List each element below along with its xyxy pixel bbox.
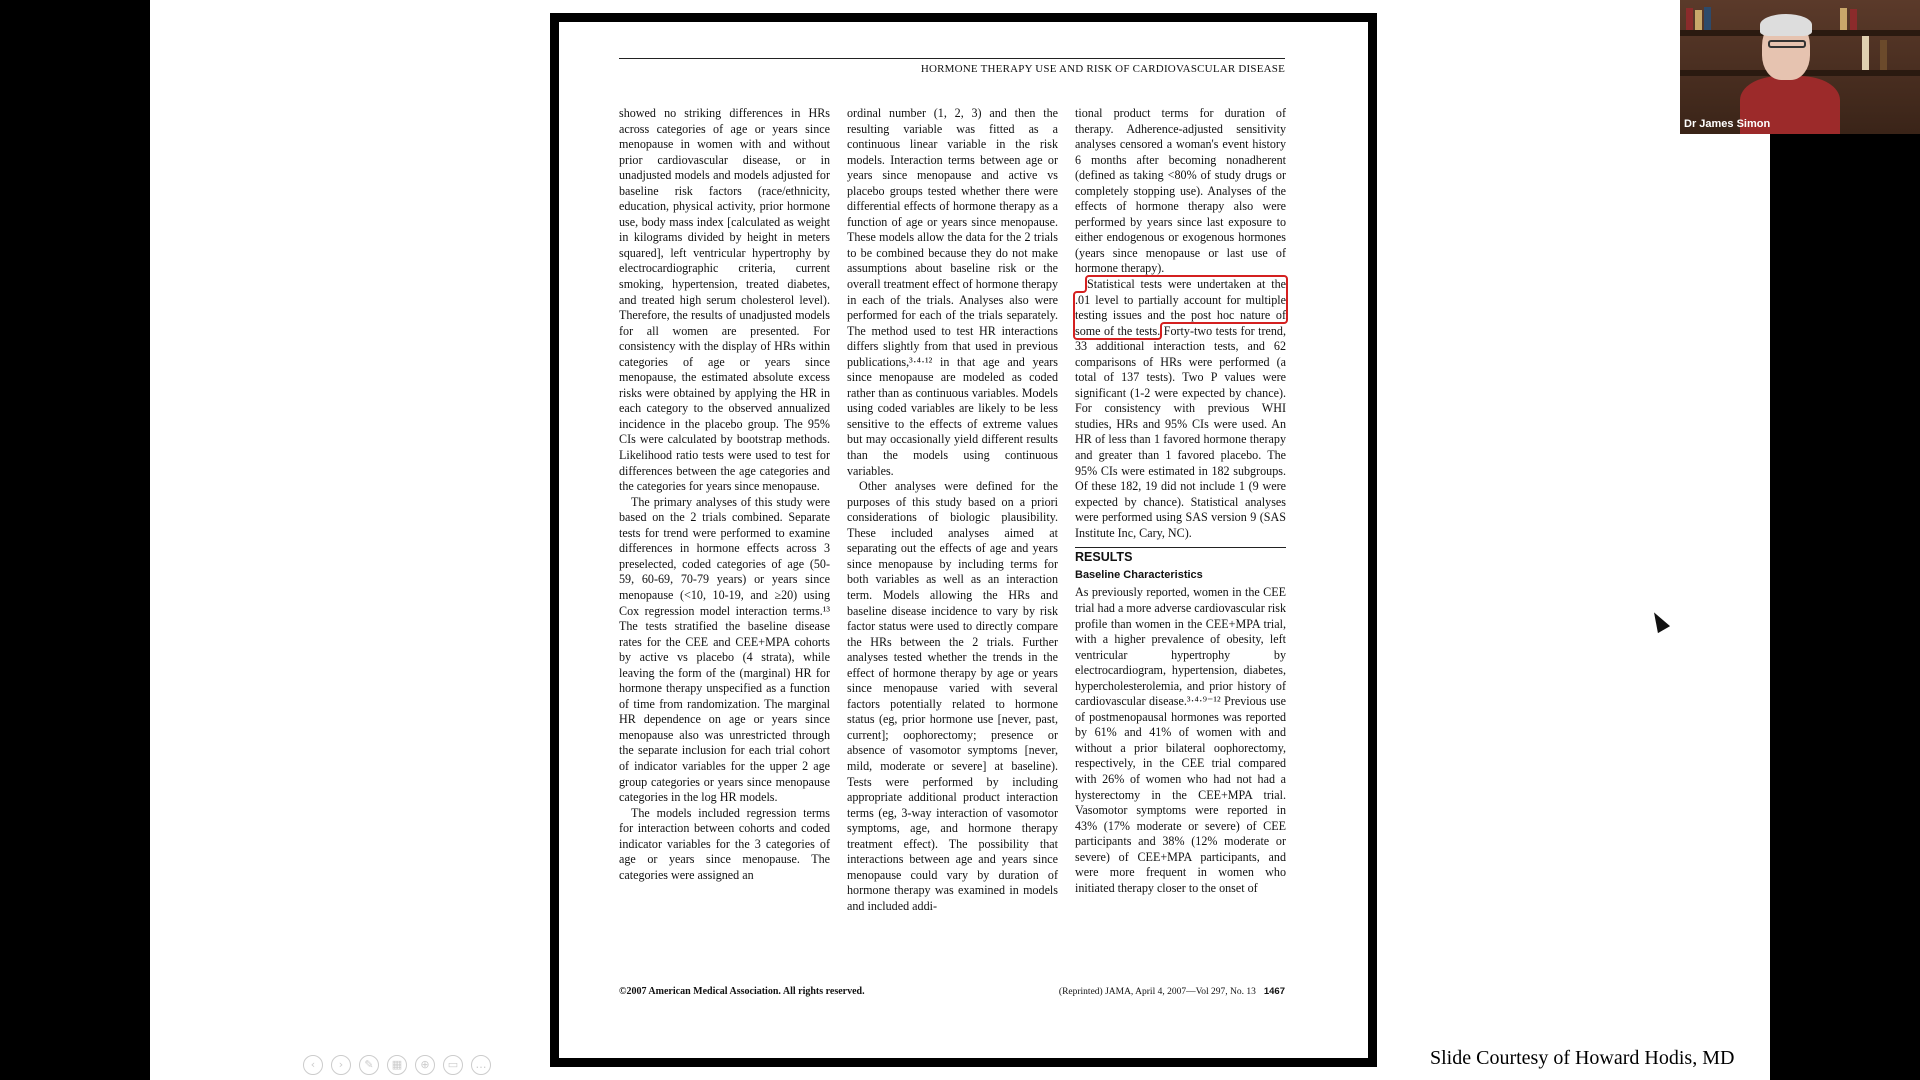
paragraph: showed no striking differences in HRs across categories of age or years since menopause in women with and without prior cardiovascular disease, or in unadjusted models and models adjusted for baseline risk factors (race/ethnicity, education, physical activity, prior hormone use, body mass index [calculated as weight in kilograms divided by height in meters squared], left ventricular hypertrophy by electrocardiographic criteria, current smoking, hypertension, treated diabetes, and treated high serum cholesterol level). Therefore, the results of unadjusted models for all women are presented. For consistency with the display of HRs within categories of age or years since menopause, the estimated absolute excess risks were obtained by applying the HR in each category to the observed annualized incidence in the placebo group. The 95% CIs were calculated by bootstrap methods. Likelihood ratio tests were used to test for differences between the age categories and the categories for years since menopause. (619, 106, 830, 494)
slideshow-nav (303, 1055, 491, 1075)
citation-footer (1059, 986, 1285, 997)
book (1704, 7, 1711, 30)
page-number: 1467 (1263, 986, 1285, 997)
subtitles-icon[interactable]: ▭ (443, 1055, 463, 1075)
zoom-icon[interactable]: ⊕ (415, 1055, 435, 1075)
more-icon[interactable]: … (471, 1055, 491, 1075)
paragraph: The primary analyses of this study were based on the 2 trials combined. Separate tests for trend were performed to examine differences in hormone effects across 3 preselected, coded categories of age (50-59, 60-69, 70-79 years) or years since menopause (<10, 10-19, and ≥20) using Cox regression model interaction terms.¹³ The tests stratified the baseline disease rates for the CEE and CEE+MPA cohorts by active vs placebo (4 strata), while leaving the form of the (marginal) HR for hormone therapy unspecified as a function of time from randomization. The marginal HR dependence on age or years since menopause also was unrestricted through the separate inclusion for each trial cohort of indicator variables for the upper 2 age group categories or years since menopause categories in the log HR models. (619, 494, 830, 805)
results-section (1075, 547, 1286, 896)
paragraph: Other analyses were defined for the purposes of this study based on a priori considerations of biologic plausibility. These included analyses aimed at separating out the effects of age and years since menopause by including terms for both variables as well as an interaction term. Models allowing the HRs and baseline disease incidence to vary by risk factor status were used to directly compare the HRs between the 2 trials. Further analyses tested whether the trends in the effect of hormone therapy by age or years since menopause varied with several factors potentially related to hormone status (eg, prior hormone use [never, past, current]; oophorectomy; presence or absence of vasomotor symptoms [never, mild, moderate or severe] at baseline). Tests were performed by including appropriate additional product interaction terms (eg, 3-way interaction of vasomotor symptoms, age, and hormone therapy treatment effect). The possibility that interactions between age and years since menopause could vary by duration of hormone therapy was examined in models and included addi- (847, 479, 1058, 913)
paragraph: ordinal number (1, 2, 3) and then the resulting variable was fitted as a continuous linear variable in the risk models. Interaction terms between age or years since menopause and active vs placebo groups tested whether there were differential effects of hormone therapy as a function of age or years since menopause. These models allow the data for the 2 trials to be combined because they do not make assumptions about baseline risk or the overall treatment effect of hormone therapy in each of the trials. Analyses also were performed for each of the trials separately. The method used to test HR interactions differs slightly from that used in previous publications,³·⁴·¹² in that age and years since menopause are modeled as coded rather than as continuous variables. Models using coded variables are likely to be less sensitive to the effects of extreme values but may occasionally yield different results than the models using continuous variables. (847, 106, 1058, 478)
book (1880, 40, 1887, 70)
next-icon[interactable]: › (331, 1055, 351, 1075)
column-1 (619, 106, 830, 883)
results-heading: RESULTS (1075, 550, 1133, 565)
citation-text: (Reprinted) JAMA, April 4, 2007—Vol 297, No. 13 (1058, 987, 1256, 997)
paragraph (1075, 277, 1286, 541)
book (1840, 8, 1847, 30)
participant-name: Dr James Simon (1684, 118, 1771, 130)
article-page (550, 13, 1377, 1067)
glasses (1768, 40, 1806, 48)
copyright-footer: ©2007 American Medical Association. All rights reserved. (619, 986, 865, 997)
book (1850, 9, 1857, 30)
person-hair (1760, 14, 1812, 36)
paragraph: The models included regression terms for interaction between cohorts and coded indicator variables for the 3 categories of age or years since menopause. The categories were assigned an (619, 805, 830, 882)
book (1686, 8, 1693, 30)
running-head: HORMONE THERAPY USE AND RISK OF CARDIOVASCULAR DISEASE (619, 58, 1285, 75)
prev-icon[interactable]: ‹ (303, 1055, 323, 1075)
baseline-heading: Baseline Characteristics (1075, 568, 1203, 581)
book (1862, 36, 1869, 70)
paragraph: As previously reported, women in the CEE trial had a more adverse cardiovascular risk profile than women in the CEE+MPA trial, with a higher prevalence of obesity, left ventricular hypertrophy by electrocardiogram, hypertension, diabetes, hypercholesterolemia, and prior history of cardiovascular disease.³·⁴·⁹⁻¹² Previous use of postmenopausal hormones was reported by 61% and 41% of women with and without a prior bilateral oophorectomy, respectively, in the CEE trial compared with 26% of women who had not had a hysterectomy in the CEE+MPA trial. Vasomotor symptoms were reported in 43% (17% moderate or severe) of CEE participants and 38% (12% moderate or severe) of CEE+MPA participants, and were more frequent in women who initiated therapy closer to the onset of (1075, 585, 1286, 895)
column-3 (1075, 106, 1286, 896)
pen-icon[interactable]: ✎ (359, 1055, 379, 1075)
slide-credit: Slide Courtesy of Howard Hodis, MD (1430, 1047, 1735, 1069)
paragraph-continuation: Forty-two tests for trend, 33 additional interaction tests, and 62 comparisons of HRs were performed (a total of 137 tests). Two P values were significant (1-2 were expected by chance). For consistency with previous WHI studies, HRs and 95% CIs were used. An HR of less than 1 favored hormone therapy and greater than 1 favored placebo. The 95% CIs were estimated in 182 subgroups. Of these 182, 19 did not include 1 (9 were expected by chance). Statistical analyses were performed using SAS version 9 (SAS Institute Inc, Cary, NC). (1075, 323, 1286, 540)
paragraph: tional product terms for duration of therapy. Adherence-adjusted sensitivity analyses censored a woman's event history 6 months after becoming nonadherent (defined as taking <80% of study drugs or completely stopping use). Analyses of the effects of hormone therapy also were performed by years since last exposure to either endogenous or exogenous hormones (years since menopause or last use of hormone therapy). (1075, 106, 1286, 276)
column-2 (847, 106, 1058, 914)
book (1695, 10, 1702, 30)
webcam-video[interactable] (1680, 0, 1920, 134)
slides-icon[interactable]: ▦ (387, 1055, 407, 1075)
highlighted-sentence: Statistical tests were undertaken at the .01 level to partially account for multiple testing issues and the post hoc nature of some of the tests. (1075, 277, 1286, 338)
